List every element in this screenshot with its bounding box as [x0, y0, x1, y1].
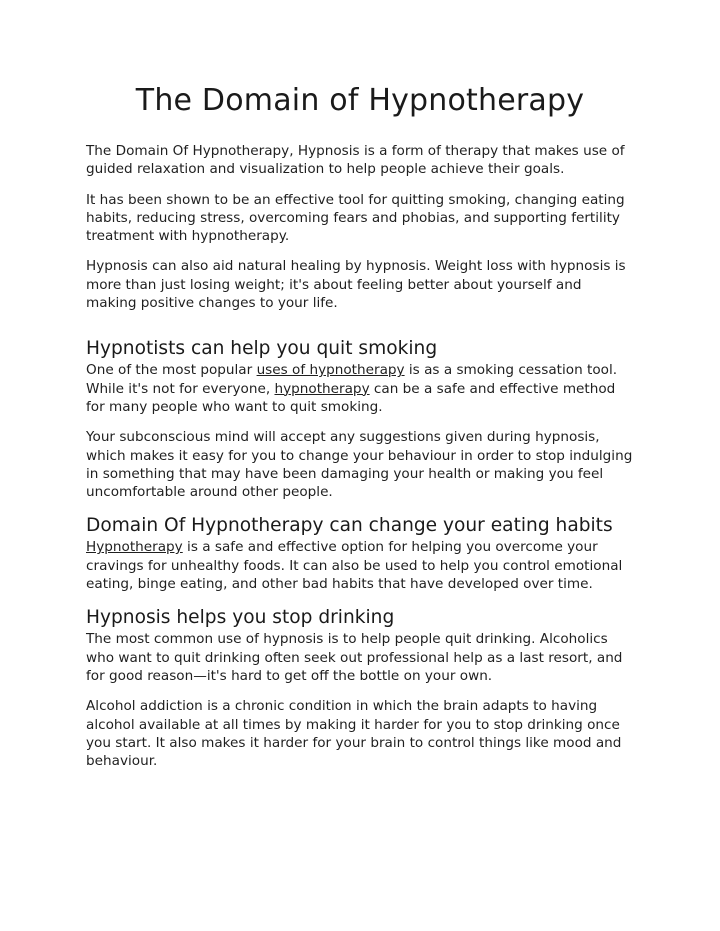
hypnotherapy-link[interactable]: hypnotherapy [274, 380, 370, 397]
smoking-paragraph-1 [86, 361, 634, 416]
intro-paragraph-2: It has been shown to be an effective tool for quitting smoking, changing eating habits, reducing stress, overcoming fears and phobias, and supporting fertility treatment with hypnotherapy. [86, 191, 625, 245]
hypnotherapy-link-eating[interactable]: Hypnotherapy [86, 539, 183, 556]
eating-paragraph-1 [86, 538, 634, 593]
section-stop-drinking [86, 605, 634, 770]
drinking-paragraph-2: Alcohol addiction is a chronic condition in which the brain adapts to having alcohol available at all times by making it harder for you to stop drinking once you start. It also makes it harder for your brain to control things like mood and behaviour. [86, 698, 622, 770]
section-heading-drinking: Hypnosis helps you stop drinking [86, 607, 395, 629]
drinking-paragraph-1: The most common use of hypnosis is to help people quit drinking. Alcoholics who want to quit drinking often seek out professional help as a last resort, and for good reason—it's hard to get off the bottle on your own. [86, 631, 623, 684]
smoking-paragraph-2: Your subconscious mind will accept any suggestions given during hypnosis, which makes it easy for you to change your behaviour in order to stop indulging in something that may have been damaging your health or making you feel uncomfortable around other people. [86, 429, 633, 501]
eating-text: is a safe and effective option for helping you overcome your cravings for unhealthy foods. It can also be used to help you control emotional eating, binge eating, and other bad habits that have developed over time. [86, 539, 623, 593]
smoking-text-3: can be a safe and effective method for many people who want to quit smoking. [86, 380, 616, 415]
page-title: The Domain of Hypnotherapy [135, 83, 585, 118]
smoking-text-2: is as a smoking cessation tool. While it's not for everyone, [86, 362, 618, 397]
intro-section [86, 142, 634, 312]
intro-paragraph-1: The Domain Of Hypnotherapy, Hypnosis is a form of therapy that makes use of guided relaxation and visualization to help people achieve their goals. [86, 143, 625, 178]
intro-paragraph-3: Hypnosis can also aid natural healing by hypnosis. Weight loss with hypnosis is more than just losing weight; it's about feeling better about yourself and making positive changes to your life. [86, 258, 626, 312]
smoking-text-1: One of the most popular [86, 362, 257, 379]
section-quit-smoking [86, 336, 634, 501]
section-eating-habits [86, 513, 634, 593]
section-heading-smoking: Hypnotists can help you quit smoking [86, 338, 438, 360]
section-heading-eating: Domain Of Hypnotherapy can change your eating habits [86, 515, 613, 537]
uses-of-hypnotherapy-link[interactable]: uses of hypnotherapy [256, 362, 405, 379]
